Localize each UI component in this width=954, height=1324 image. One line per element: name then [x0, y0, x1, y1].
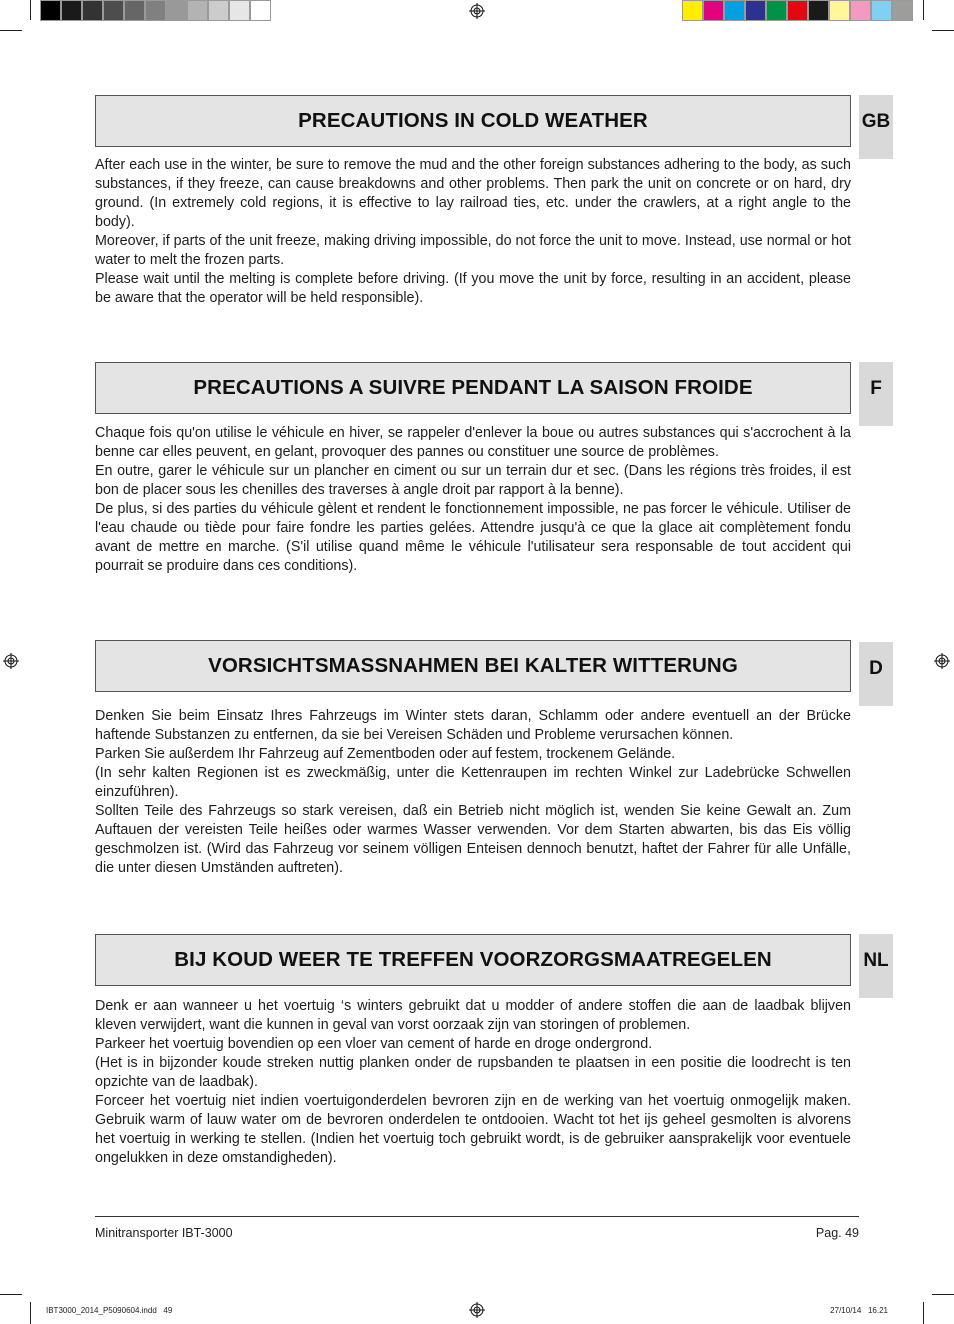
print-slug-timestamp: 27/10/14 16.21: [830, 1306, 888, 1315]
language-tab-nl: NL: [859, 934, 893, 998]
color-swatch: [40, 0, 61, 21]
paragraph: (Het is in bijzonder koude streken nuttig planken onder de rupsbanden te plaatsen in een positie die loodrecht is ten opzichte van de laadbak).: [95, 1055, 851, 1090]
footer-page-number: Pag. 49: [815, 1226, 859, 1240]
color-swatch: [82, 0, 103, 21]
grayscale-color-bar: [40, 0, 271, 22]
color-swatch: [703, 0, 724, 21]
color-swatch: [682, 0, 703, 21]
crop-mark: [30, 1302, 31, 1324]
registration-mark-icon: [469, 1302, 485, 1318]
footer-rule: [95, 1216, 859, 1217]
section-body-gb: [95, 156, 851, 308]
paragraph: De plus, si des parties du véhicule gèlent et rendent le fonctionnement impossible, ne pas forcer le véhicule. Utiliser de l'eau chaude ou tiède pour faire fondre les parties gelées. Attendre jusqu'à ce que la glace ait complètement fondu avant de mettre en marche. (S'il utilise quand même le véhicule l'utilisateur sera responsable de tout accident qui pourrait se produire dans ces conditions).: [95, 501, 851, 574]
paragraph: En outre, garer le véhicule sur un plancher en ciment ou sur un terrain dur et sec. (Dans les régions très froides, il est bon de placer sous les chenilles des traverses à angle droit par rapport à la benne).: [95, 463, 851, 498]
color-swatch: [829, 0, 850, 21]
cmyk-color-bar: [682, 0, 913, 22]
section-title-f: PRECAUTIONS A SUIVRE PENDANT LA SAISON FROIDE: [95, 362, 851, 414]
section-title-gb: PRECAUTIONS IN COLD WEATHER: [95, 95, 851, 147]
section-body-d: [95, 707, 851, 878]
paragraph: Chaque fois qu'on utilise le véhicule en hiver, se rappeler d'enlever la boue ou autres substances qui s'accrochent à la benne car elles peuvent, en gelant, provoquer des pannes ou constituer une source de problèmes.: [95, 425, 851, 460]
crop-mark: [0, 30, 22, 31]
crop-mark: [923, 0, 924, 20]
crop-mark: [932, 30, 954, 31]
paragraph: Parken Sie außerdem Ihr Fahrzeug auf Zementboden oder auf festem, trockenem Gelände.: [95, 746, 676, 762]
section-body-f: [95, 424, 851, 576]
color-swatch: [103, 0, 124, 21]
language-tab-f: F: [859, 362, 893, 426]
color-swatch: [124, 0, 145, 21]
registration-mark-icon: [3, 653, 19, 669]
crop-mark: [923, 1302, 924, 1324]
color-swatch: [229, 0, 250, 21]
color-swatch: [766, 0, 787, 21]
color-swatch: [208, 0, 229, 21]
section-title-d: VORSICHTSMASSNAHMEN BEI KALTER WITTERUNG: [95, 640, 851, 692]
paragraph: Forceer het voertuig niet indien voertuigonderdelen bevroren zijn en de werking van het voertuig onmogelijk maken. Gebruik warm of lauw water om de bevroren onderdelen te ontdooien. Wacht tot het ijs geheel gesmolten is alvorens het voertuig in werking te stellen. (Indien het voertuig toch gebruikt wordt, is de gebruiker aansprakelijk voor eventuele ongelukken in deze omstandigheden).: [95, 1093, 851, 1166]
color-swatch: [61, 0, 82, 21]
registration-mark-icon: [469, 3, 485, 19]
language-tab-gb: GB: [859, 95, 893, 159]
color-swatch: [787, 0, 808, 21]
crop-mark: [30, 0, 31, 20]
paragraph: Denk er aan wanneer u het voertuig ‘s winters gebruikt dat u modder of andere stoffen die aan de laadbak blijven kleven verwijdert, want die kunnen in geval van vorst oorzaak zijn van storingen of problemen.: [95, 998, 851, 1033]
crop-mark: [932, 1294, 954, 1295]
crop-mark: [0, 1294, 22, 1295]
section-title-nl: BIJ KOUD WEER TE TREFFEN VOORZORGSMAATREGELEN: [95, 934, 851, 986]
paragraph: Please wait until the melting is complete before driving. (If you move the unit by force, resulting in an accident, please be aware that the operator will be held responsible).: [95, 271, 851, 306]
paragraph: (In sehr kalten Regionen ist es zweckmäßig, unter die Kettenraupen im rechten Winkel zur Ladebrücke Schwellen einzuführen).: [95, 765, 851, 800]
color-swatch: [724, 0, 745, 21]
color-swatch: [187, 0, 208, 21]
print-slug-filename: IBT3000_2014_P5090604.indd 49: [46, 1306, 173, 1315]
footer-product-name: Minitransporter IBT-3000: [95, 1226, 233, 1240]
color-swatch: [808, 0, 829, 21]
color-swatch: [850, 0, 871, 21]
language-tab-d: D: [859, 642, 893, 706]
paragraph: Sollten Teile des Fahrzeugs so stark vereisen, daß ein Betrieb nicht möglich ist, wenden Sie keine Gewalt an. Zum Auftauen der vereisten Teile heißes oder warmes Wasser verwenden. Vor dem Starten abwarten, bis das Eis völlig geschmolzen ist. (Wird das Fahrzeug vor seinem völligen Enteisen dennoch benutzt, haftet der Fahrer für alle Unfälle, die unter diesen Umständen auftreten).: [95, 803, 851, 876]
color-swatch: [745, 0, 766, 21]
paragraph: Denken Sie beim Einsatz Ihres Fahrzeugs im Winter stets daran, Schlamm oder andere eventuell an der Brücke haftende Substanzen zu entfernen, da sie bei Vereisen Schäden und Probleme verursachen können.: [95, 708, 851, 743]
registration-mark-icon: [934, 653, 950, 669]
color-swatch: [250, 0, 271, 21]
color-swatch: [871, 0, 892, 21]
color-swatch: [892, 0, 913, 21]
color-swatch: [145, 0, 166, 21]
paragraph: Moreover, if parts of the unit freeze, making driving impossible, do not force the unit to move. Instead, use normal or hot water to melt the frozen parts.: [95, 233, 851, 268]
paragraph: After each use in the winter, be sure to remove the mud and the other foreign substances adhering to the body, as such substances, if they freeze, can cause breakdowns and other problems. Then park the unit on concrete or on hard, dry ground. (In extremely cold regions, it is effective to lay railroad ties, etc. under the crawlers, at a right angle to the body).: [95, 157, 851, 230]
section-body-nl: [95, 997, 851, 1168]
paragraph: Parkeer het voertuig bovendien op een vloer van cement of harde en droge ondergrond.: [95, 1036, 653, 1052]
color-swatch: [166, 0, 187, 21]
